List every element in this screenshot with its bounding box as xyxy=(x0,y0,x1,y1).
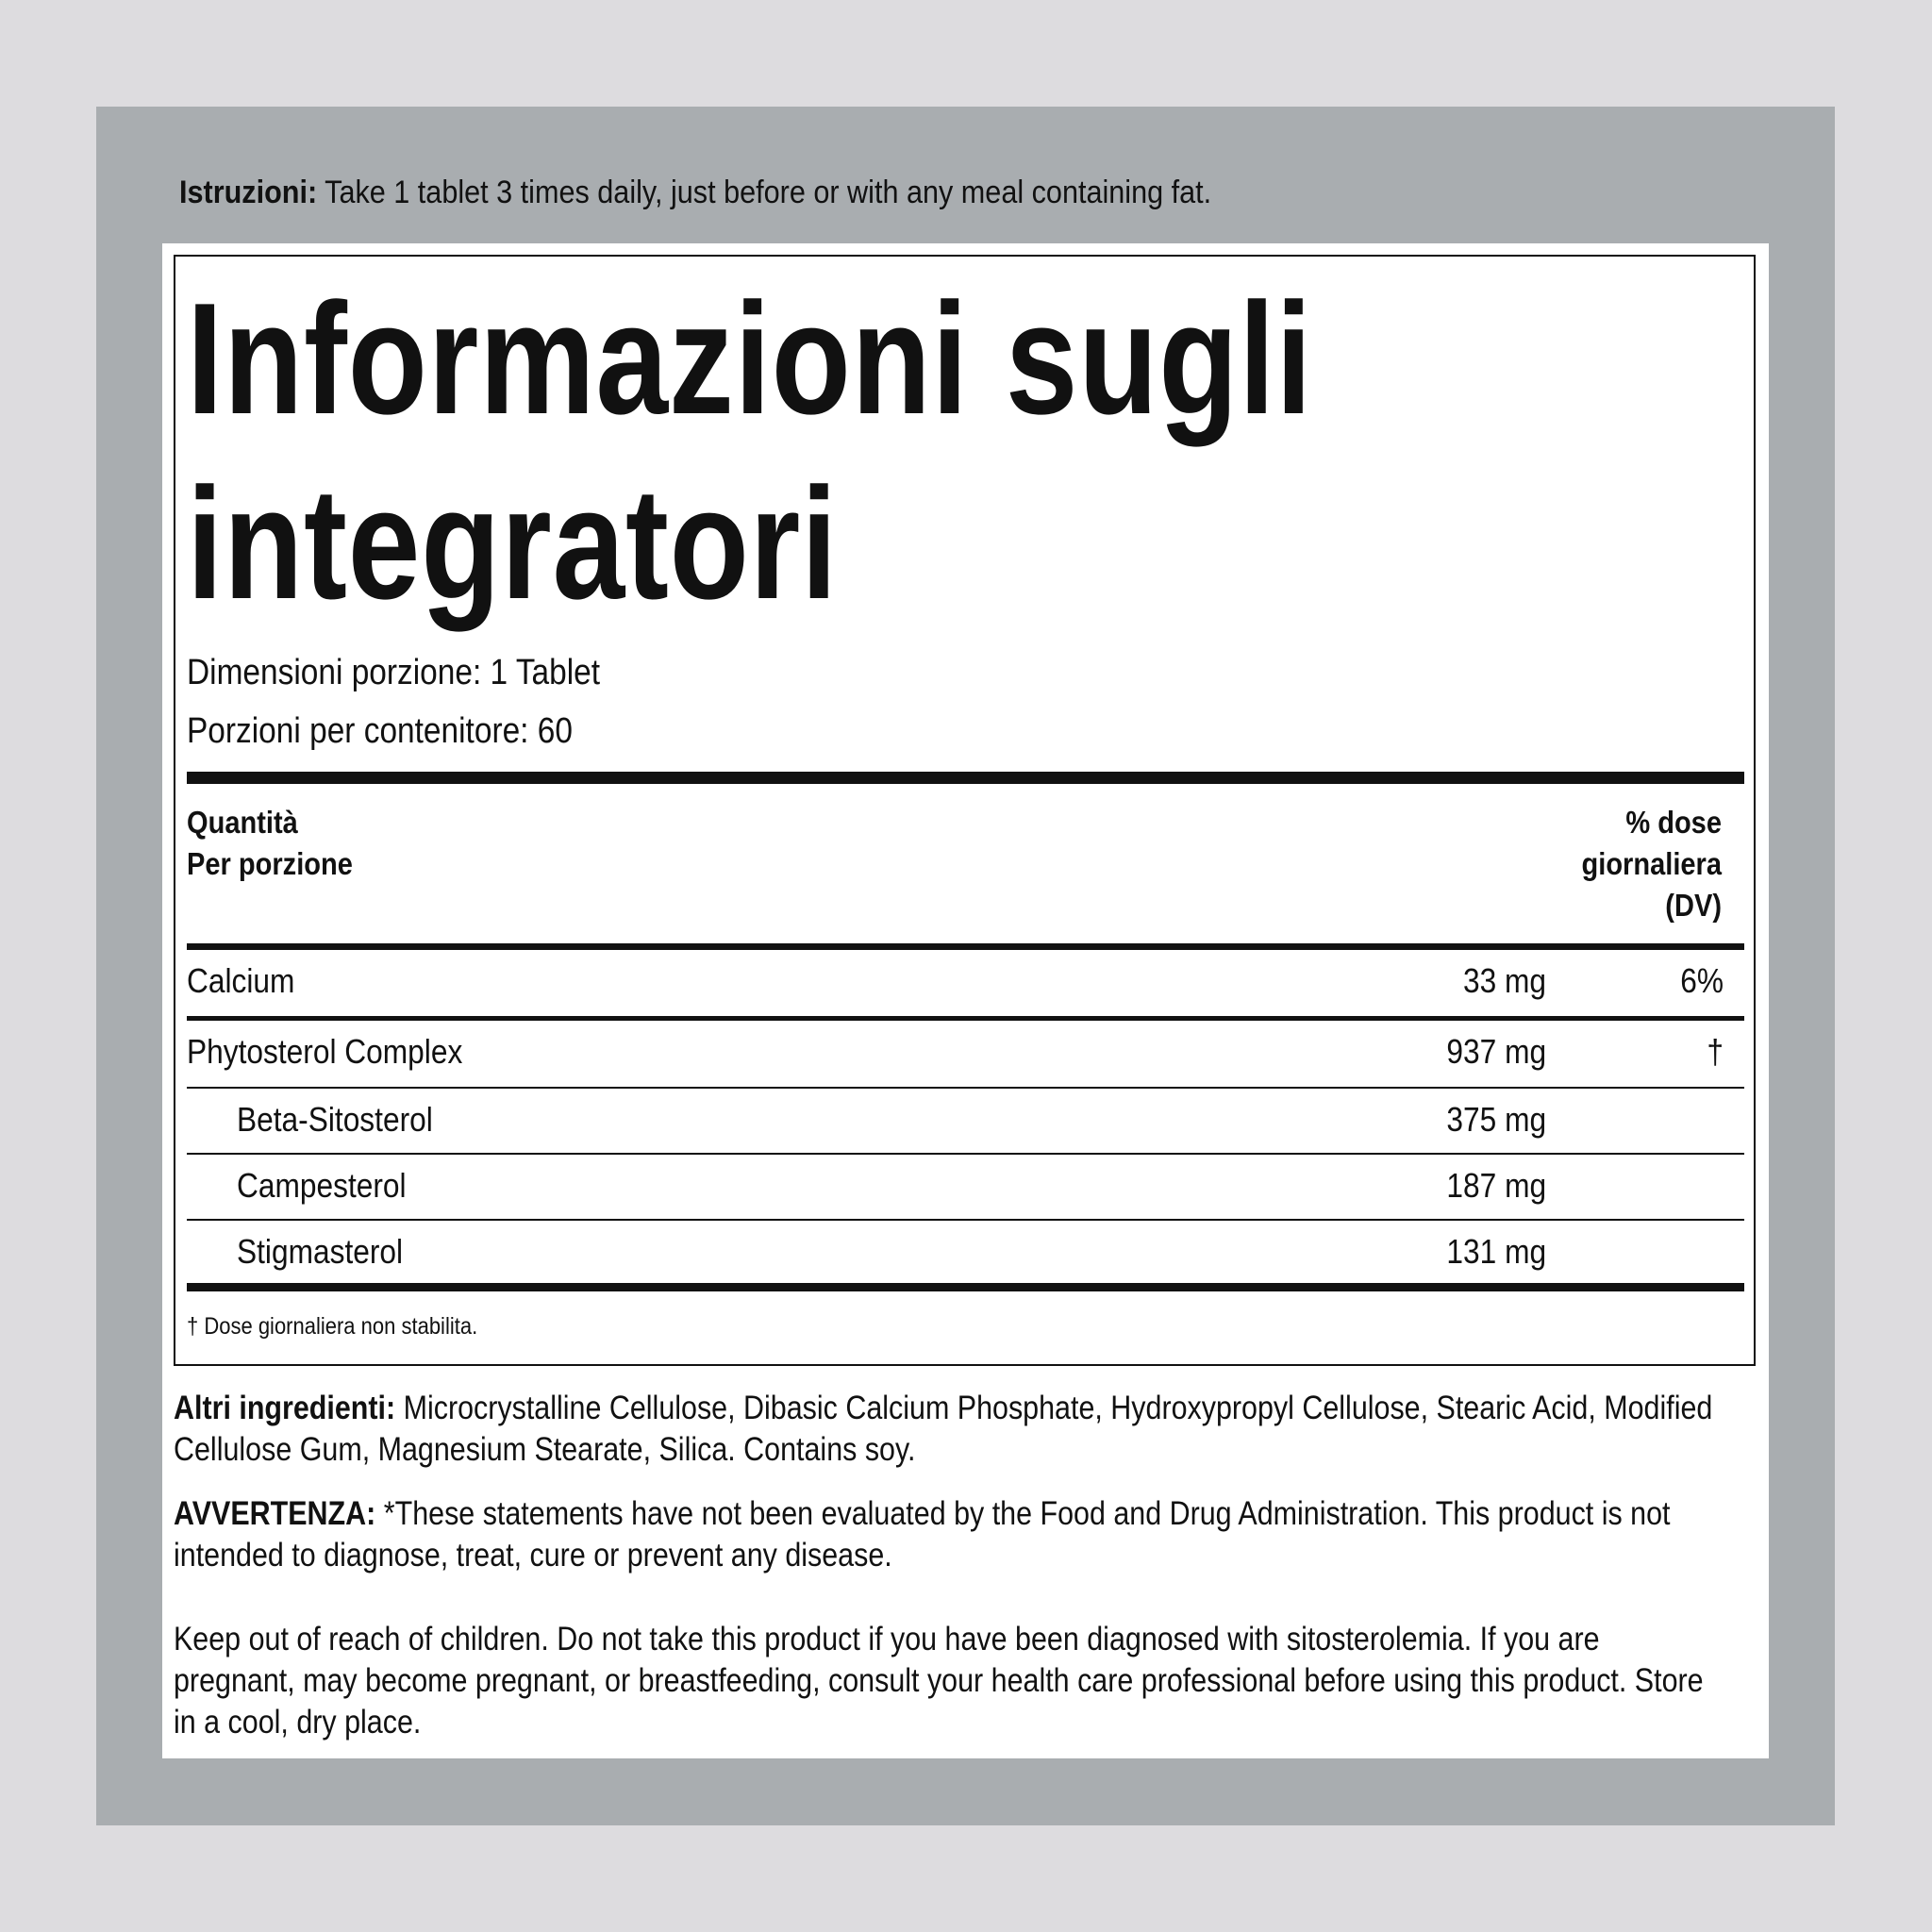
warning-label: AVVERTENZA: xyxy=(174,1495,376,1532)
bottom-divider xyxy=(187,1283,1744,1291)
header-divider xyxy=(187,943,1744,950)
table-row xyxy=(187,1021,1744,1089)
facts-title-line1: Informazioni sugli xyxy=(187,270,1313,447)
warning-text-2: intended to diagnose, treat, cure or prevent any disease. xyxy=(174,1537,892,1574)
amount-header-line1: Quantità xyxy=(187,805,298,840)
dv-header xyxy=(1473,802,1722,926)
nutrient-dv: 6% xyxy=(1680,961,1724,1000)
nutrient-amount: 33 mg xyxy=(1462,961,1546,1000)
other-ingredients xyxy=(174,1388,1733,1471)
warning xyxy=(174,1493,1733,1576)
caution-line2: pregnant, may become pregnant, or breastfeeding, consult your health care professional before using this product. Store xyxy=(174,1662,1704,1699)
instructions xyxy=(179,172,1623,213)
footnote: † Dose giornaliera non stabilita. xyxy=(187,1313,478,1340)
serving-size: Dimensioni porzione: 1 Tablet xyxy=(187,653,601,692)
other-ingredients-text-1: Microcrystalline Cellulose, Dibasic Calcium Phosphate, Hydroxypropyl Cellulose, Stearic Acid, Modified xyxy=(395,1390,1713,1426)
facts-title xyxy=(187,266,1424,636)
nutrient-name: Beta-Sitosterol xyxy=(237,1100,433,1139)
caution-line3: in a cool, dry place. xyxy=(174,1704,422,1740)
table-row xyxy=(187,1155,1744,1221)
table-row xyxy=(187,1221,1744,1287)
thick-divider xyxy=(187,772,1744,784)
nutrient-amount: 937 mg xyxy=(1446,1032,1546,1071)
dv-header-line1: % dose xyxy=(1625,805,1722,840)
table-row xyxy=(187,950,1744,1021)
nutrient-dv: † xyxy=(1707,1032,1724,1071)
dv-header-line3: (DV) xyxy=(1665,888,1722,923)
nutrient-name: Calcium xyxy=(187,961,295,1000)
nutrient-name: Phytosterol Complex xyxy=(187,1032,463,1071)
other-ingredients-text-2: Cellulose Gum, Magnesium Stearate, Silica. Contains soy. xyxy=(174,1431,916,1468)
facts-title-line2: integratori xyxy=(187,455,839,632)
amount-header xyxy=(187,802,353,885)
servings-per-container: Porzioni per contenitore: 60 xyxy=(187,711,573,751)
nutrient-amount: 131 mg xyxy=(1446,1232,1546,1271)
nutrient-amount: 187 mg xyxy=(1446,1166,1546,1205)
instructions-label: Istruzioni: xyxy=(179,175,318,210)
supplement-facts-box xyxy=(174,255,1756,1366)
nutrient-name: Campesterol xyxy=(237,1166,407,1205)
nutrient-name: Stigmasterol xyxy=(237,1232,404,1271)
caution-line1: Keep out of reach of children. Do not take this product if you have been diagnosed with sitosterolemia. If you are xyxy=(174,1621,1600,1657)
table-row xyxy=(187,1089,1744,1155)
warning-text-1: *These statements have not been evaluated by the Food and Drug Administration. This product is not xyxy=(375,1495,1671,1532)
instructions-text: Take 1 tablet 3 times daily, just before or with any meal containing fat. xyxy=(317,175,1212,210)
caution xyxy=(174,1619,1733,1743)
nutrient-amount: 375 mg xyxy=(1446,1100,1546,1139)
amount-header-line2: Per porzione xyxy=(187,846,353,881)
other-ingredients-label: Altri ingredienti: xyxy=(174,1390,396,1426)
dv-header-line2: giornaliera xyxy=(1581,846,1722,881)
